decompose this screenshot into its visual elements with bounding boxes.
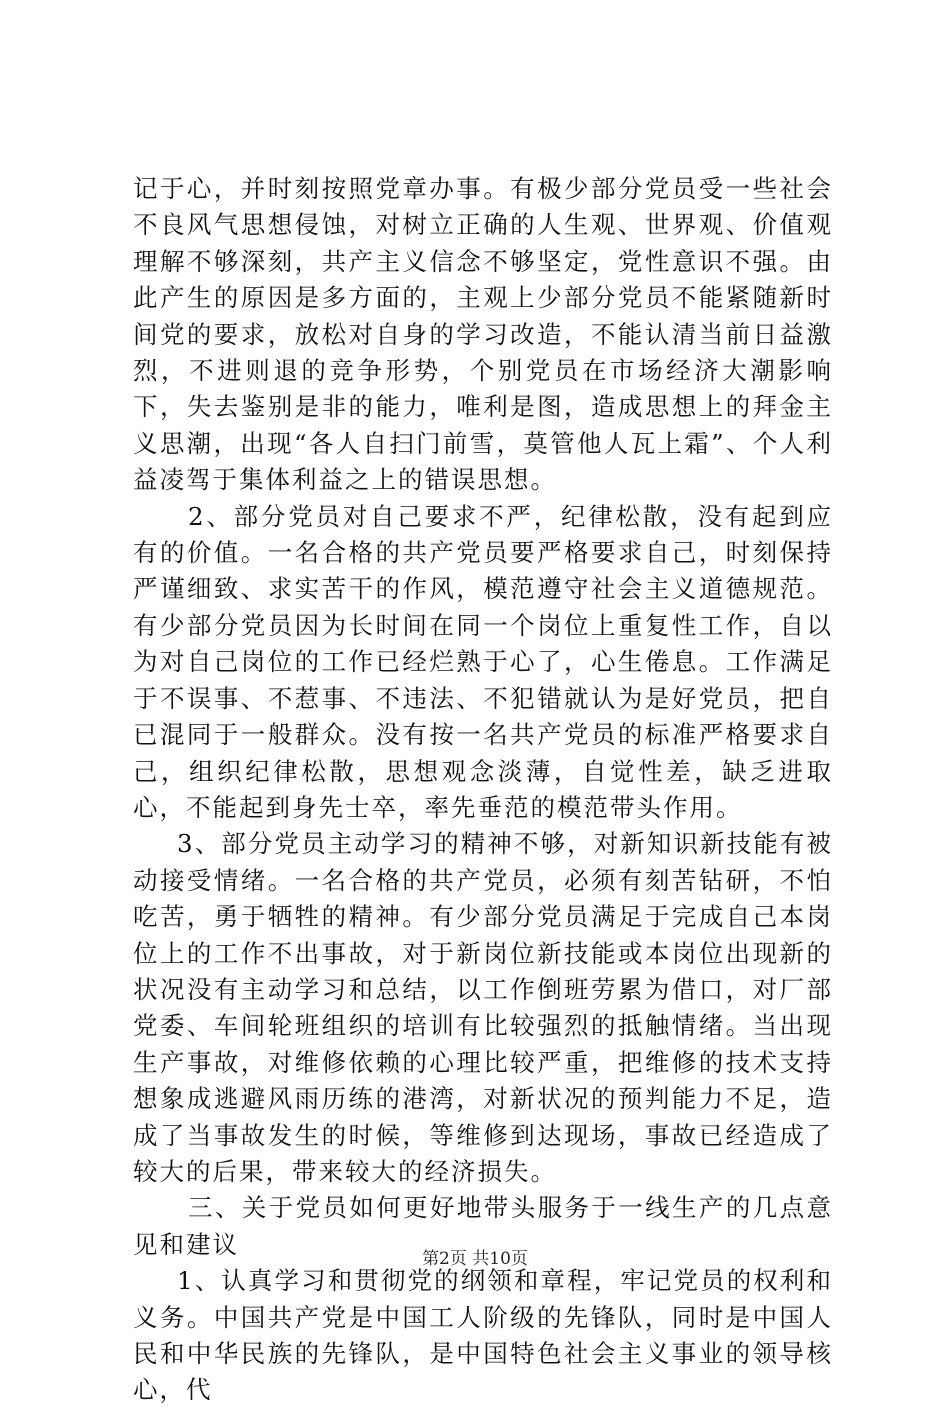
paragraph-suggestion-1: 1、认真学习和贯彻党的纲领和章程，牢记党员的权利和义务。中国共产党是中国工人阶级的先锋队，同时是中国人民和中华民族的先锋队，是中国特色社会主义事业的领导核心，代 — [133, 1266, 833, 1405]
paragraph-point-3: 3、部分党员主动学习的精神不够，对新知识新技能有被动接受情绪。一名合格的共产党员，必须有刻苦钻研，不怕吃苦，勇于牺牲的精神。有少部分党员满足于完成自己本岗位上的工作不出事故，对于新岗位新技能或本岗位出现新的状况没有主动学习和总结，以工作倒班劳累为借口，对厂部党委、车间轮班组织的培训有比较强烈的抵触情绪。当出现生产事故，对维修依赖的心理比较严重，把维修的技术支持想象成逃避风雨历练的港湾，对新状况的预判能力不足，造成了当事故发生的时候，等维修到达现场，事故已经造成了较大的后果，带来较大的经济损失。 — [133, 829, 833, 1186]
paragraph-continuation: 记于心，并时刻按照党章办事。有极少部分党员受一些社会不良风气思想侵蚀，对树立正确的人生观、世界观、价值观理解不够深刻，共产主义信念不够坚定，党性意识不强。由此产生的原因是多方面的，主观上少部分党员不能紧随新时间党的要求，放松对自身的学习改造，不能认清当前日益激烈，不进则退的竞争形势，个别党员在市场经济大潮影响下，失去鉴别是非的能力，唯利是图，造成思想上的拜金主义思潮，出现“各人自扫门前雪，莫管他人瓦上霜”、个人利益凌驾于集体利益之上的错误思想。 — [133, 174, 833, 495]
section-heading-three: 三、关于党员如何更好地带头服务于一线生产的几点意见和建议 — [133, 1193, 833, 1259]
paragraph-point-2: 2、部分党员对自己要求不严，纪律松散，没有起到应有的价值。一名合格的共产党员要严格要求自己，时刻保持严谨细致、求实苦干的作风，模范遵守社会主义道德规范。有少部分党员因为长时间在同一个岗位上重复性工作，自以为对自己岗位的工作已经烂熟于心了，心生倦息。工作满足于不误事、不惹事、不违法、不犯错就认为是好党员，把自已混同于一般群众。没有按一名共产党员的标准严格要求自己，组织纪律松散，思想观念淡薄，自觉性差，缺乏进取心，不能起到身先士卒，率先垂范的模范带头作用。 — [133, 501, 833, 822]
document-body — [133, 171, 833, 1409]
page-number-footer: 第2页 共10页 — [422, 1249, 528, 1269]
